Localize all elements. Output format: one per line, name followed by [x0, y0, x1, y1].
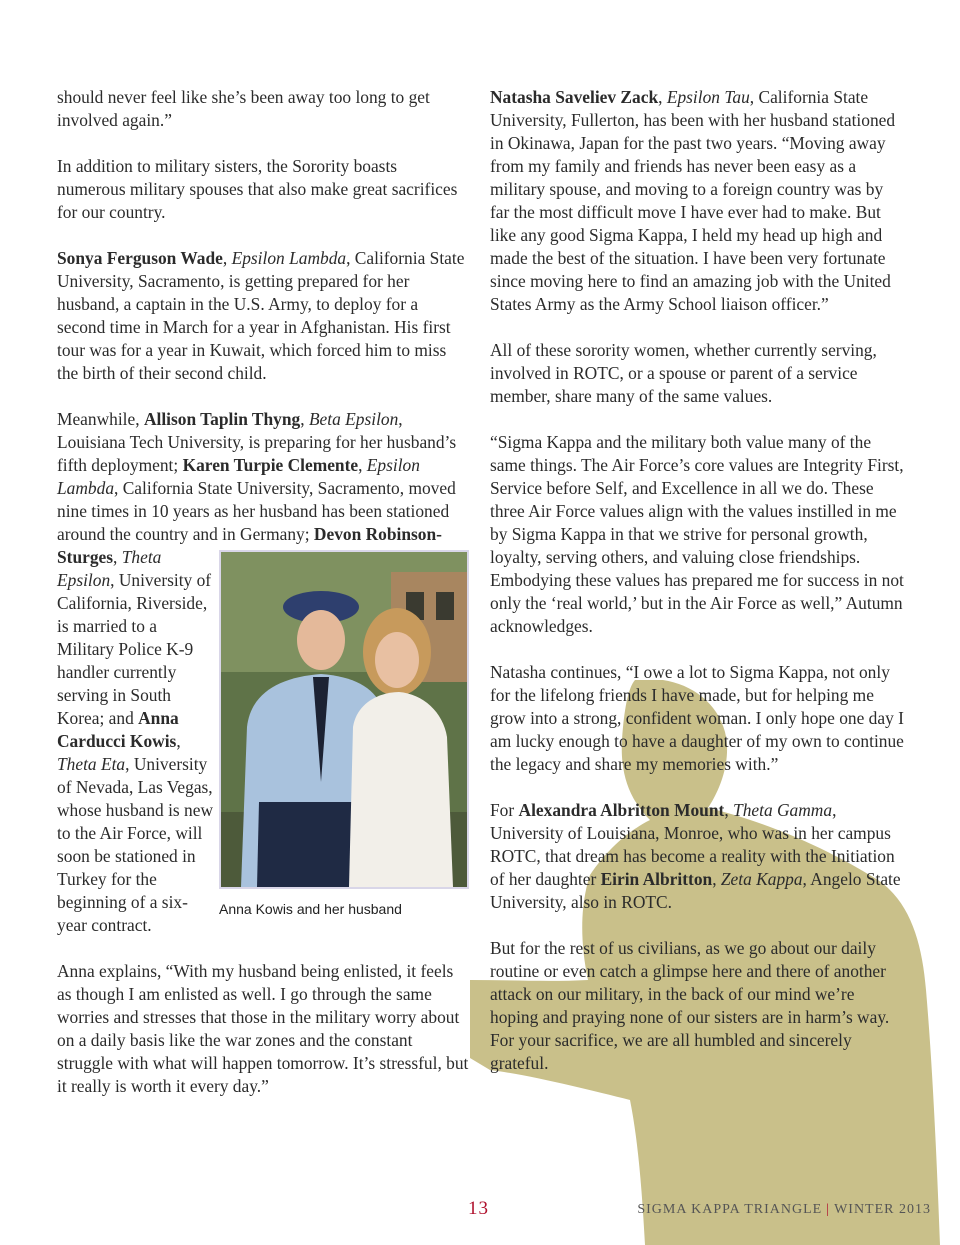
chapter-name: Theta Gamma: [733, 800, 833, 820]
page-number: 13: [468, 1198, 489, 1219]
person-name: Devon Robinson-Sturges: [57, 524, 442, 567]
chapter-name: Zeta Kappa: [720, 869, 803, 889]
paragraph: [57, 408, 469, 937]
issue-label: WINTER 2013: [834, 1202, 931, 1217]
person-name: Alexandra Albritton Mount: [518, 800, 725, 820]
photo-caption: Anna Kowis and her husband: [219, 901, 402, 917]
paragraph: “Sigma Kappa and the military both value many of the same things. The Air Force’s core values are Integrity First, Service before Self, and Excellence in all we do. These three Air Force values align with the values instilled in me by Sigma Kappa in that we strive for personal growth, loyalty, serving others, and valuing close friendships. Embodying these values has prepared me for success in not only the ‘real world,’ but in the Air Force as well,” Autumn acknowledges.: [490, 432, 904, 636]
paragraph: Anna explains, “With my husband being enlisted, it feels as though I am enlisted as well. I go through the same worries and stresses that those in the military worry about on a daily basis like the war zones and the constant struggle with what will happen tomorrow. It’s stressful, but it really is worth it every day.”: [57, 961, 469, 1096]
text-run: ,: [724, 800, 734, 820]
person-name: Natasha Saveliev Zack: [490, 87, 659, 107]
text-run: , Louisiana Tech University, is preparing for her husband’s fifth deployment;: [57, 409, 457, 475]
paragraph: [57, 247, 469, 385]
person-name: Allison Taplin Thyng: [143, 409, 301, 429]
text-run: Meanwhile,: [57, 409, 144, 429]
publication-title: SIGMA KAPPA TRIANGLE: [637, 1202, 823, 1217]
text-run: ,: [113, 547, 122, 567]
text-run: , University of Louisiana, Monroe, who was in her campus ROTC, that dream has become a reality with the Initiation of her daughter: [490, 800, 895, 889]
chapter-name: Epsilon Tau: [666, 87, 750, 107]
chapter-name: Epsilon Lambda: [57, 455, 420, 498]
footer-separator: |: [826, 1202, 831, 1217]
paragraph: [490, 86, 904, 316]
text-run: , California State University, Fullerton, has been with her husband stationed in Okinawa, Japan for the past two years. “Moving away from my family and friends has never been easy as a military spouse, and moving to a foreign country was by far the most difficult move I have ever had to make. But like any good Sigma Kappa, I held my head up high and made the best of the situation. I have been very fortunate since moving here to find an amazing job with the United States Army as the Army School liaison officer.”: [490, 87, 896, 314]
text-run: ,: [176, 731, 181, 751]
chapter-name: Theta Epsilon: [57, 547, 162, 590]
text-run: , California State University, Sacramento, moved nine times in 10 years as her husband has been stationed around the country and in Germany;: [57, 478, 456, 544]
text-run: , University of Nevada, Las Vegas, whose husband is new to the Air Force, will soon be stationed in Turkey for the beginning of a six-year contract.: [57, 754, 214, 935]
text-run: ,: [658, 87, 667, 107]
paragraph: Natasha continues, “I owe a lot to Sigma Kappa, not only for the lifelong friends I have made, but for helping me grow into a strong, confident woman. I only hope one day I am lucky enough to have a daughter of my own to continue the legacy and share my memories with.”: [490, 662, 904, 774]
text-run: , California State University, Sacramento, is getting prepared for her husband, a captain in the U.S. Army, to deploy for a second time in March for a year in Afghanistan. His first tour was for a year in Kuwait, which forced him to miss the birth of their second child.: [57, 248, 465, 383]
photo-figure: [219, 550, 469, 918]
text-run: ,: [358, 455, 367, 475]
person-name: Eirin Albritton: [600, 869, 713, 889]
chapter-name: Epsilon Lambda: [231, 248, 347, 268]
paragraph: All of these sorority women, whether currently serving, involved in ROTC, or a spouse or parent of a service member, share many of the same values.: [490, 340, 877, 406]
paragraph: But for the rest of us civilians, as we go about our daily routine or even catch a glimpse here and there of another attack on our military, in the back of our mind we’re hoping and praying none of our sisters are in harm’s way. For your sacrifice, we are all humbled and sincerely grateful.: [490, 938, 890, 1073]
text-run: ,: [712, 869, 721, 889]
paragraph: [490, 799, 904, 914]
text-run: ,: [300, 409, 309, 429]
person-name: Karen Turpie Clemente: [182, 455, 359, 475]
text-run: , University of California, Riverside, is married to a Military Police K-9 handler currently serving in South Korea; and: [57, 570, 212, 728]
paragraph: should never feel like she’s been away too long to get involved again.”: [57, 87, 430, 130]
left-column: [57, 86, 469, 1121]
text-run: For: [490, 800, 519, 820]
chapter-name: Theta Eta: [57, 754, 126, 774]
text-run: ,: [222, 248, 232, 268]
chapter-name: Beta Epsilon: [308, 409, 399, 429]
running-footer: [637, 1202, 931, 1218]
couple-photo: [219, 550, 469, 889]
paragraph: In addition to military sisters, the Sorority boasts numerous military spouses that also make great sacrifices for our country.: [57, 156, 458, 222]
text-run: , Angelo State University, also in ROTC.: [490, 869, 901, 912]
person-name: Anna Carducci Kowis: [57, 708, 179, 751]
right-column: [490, 86, 904, 1098]
photo-image: [221, 552, 467, 887]
person-name: Sonya Ferguson Wade: [57, 248, 223, 268]
